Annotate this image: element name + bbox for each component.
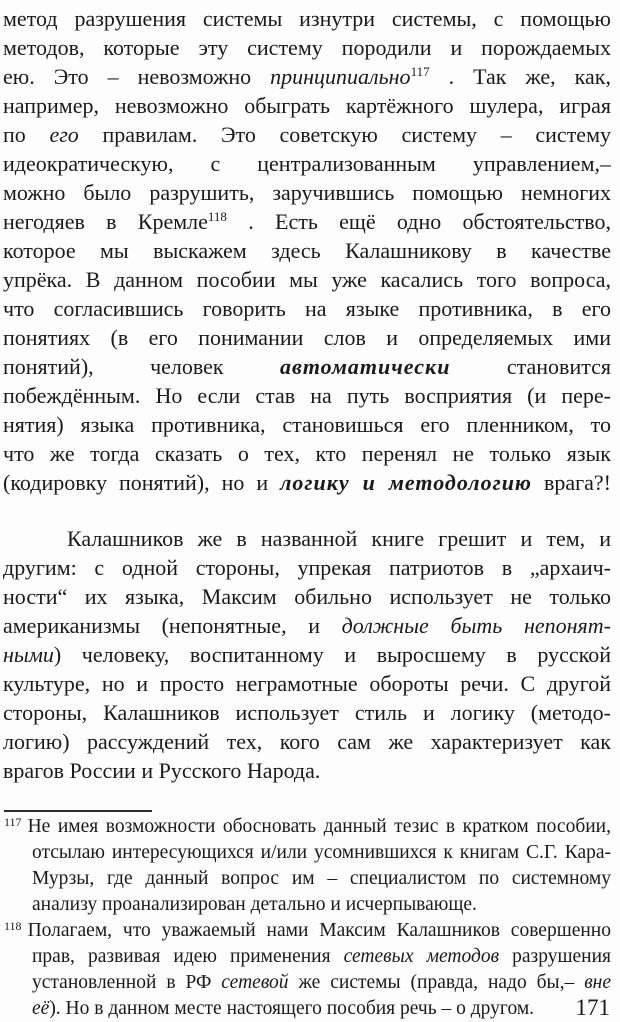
text-run: Полагаем, что уважаемый нами Максим Калашников совершенно [27, 920, 611, 941]
text-line [4, 892, 611, 918]
text-run: разрушения [499, 946, 611, 967]
text-run: . Есть ещё одно обстоятельство, [226, 209, 611, 234]
text-run: правилам. Это советскую систему – систему [78, 122, 611, 147]
text-line [3, 207, 611, 236]
text-run: Мурзы, где данный вопрос им – специалистом по системному [32, 868, 611, 889]
text-line [3, 381, 611, 410]
footnote-117 [4, 814, 611, 918]
text-run: что же тогда сказать о тех, кто перенял не только язык [3, 441, 611, 466]
text-line [3, 468, 611, 497]
text-run: его [49, 122, 79, 147]
footnote-118 [4, 918, 611, 1022]
page-body-text [3, 4, 611, 785]
text-run: вне [584, 972, 611, 993]
text-line [3, 582, 611, 611]
text-line [3, 4, 611, 33]
text-run: (кодировку понятий), но и [3, 470, 281, 495]
text-run: должные быть непонят- [341, 613, 611, 638]
text-line [3, 439, 611, 468]
text-line [3, 669, 611, 698]
text-line [3, 756, 611, 785]
text-line [3, 524, 611, 553]
text-run: сетевой [221, 972, 289, 993]
text-run: ею. Это – невозможно [3, 64, 271, 89]
text-line [4, 918, 611, 944]
text-run: ными [3, 642, 54, 667]
text-run: которое мы выскажем здесь Калашникову в качестве [3, 238, 611, 263]
text-run: культуре, но и просто неграмотные обороты речи. С другой [3, 671, 611, 696]
text-line [3, 120, 611, 149]
text-run: ности“ их языка, Максим обильно использует не только [3, 584, 611, 609]
text-run: логию) рассуждений тех, кого сам же характеризует как [3, 729, 611, 754]
text-line [3, 33, 611, 62]
text-line [3, 611, 611, 640]
text-run: по [3, 122, 50, 147]
text-line [4, 814, 611, 840]
text-line [3, 236, 611, 265]
text-run: прав, развивая идею применения [32, 946, 344, 967]
footnote-ref-marker: 117 [4, 815, 22, 829]
text-run: упрёка. В данном пособии мы уже касались того вопроса, [3, 267, 611, 292]
text-run: негодяев в Кремле [3, 209, 208, 234]
paragraph-kalashnikov [3, 524, 611, 785]
text-run: анализу проанализирован детально и исчерпывающе. [32, 894, 477, 915]
text-line [3, 91, 611, 120]
text-run: установленной в РФ [32, 972, 222, 993]
text-line [4, 866, 611, 892]
text-run: её [32, 998, 50, 1019]
text-line [4, 970, 611, 996]
text-line [4, 840, 611, 866]
text-run: Не имея возможности обосновать данный тезис в кратком пособии, [27, 816, 611, 837]
text-line [3, 727, 611, 756]
text-run: побеждённым. Но если став на путь восприятия (и пере- [3, 383, 611, 408]
text-line [3, 62, 611, 91]
text-run: идеократическую, с централизованным управлением,– [3, 151, 611, 176]
footnote-separator [4, 810, 152, 812]
footnote-ref-marker: 118 [207, 209, 227, 224]
text-line [4, 944, 611, 970]
text-line [3, 410, 611, 439]
text-run: понятиях (в его понимании слов и определяемых ими [3, 325, 611, 350]
paragraph-continuation [3, 4, 611, 497]
footnote-ref-marker: 118 [4, 919, 22, 933]
text-run: . Так же, как, [429, 64, 611, 89]
text-run: понятий), человек [3, 354, 281, 379]
text-run: другим: с одной стороны, упрекая патриотов в „архаич- [3, 555, 611, 580]
text-run: же системы (правда, надо бы,– [288, 972, 585, 993]
text-line [3, 149, 611, 178]
text-line [3, 640, 611, 669]
text-line [3, 698, 611, 727]
text-run: врага?! [532, 470, 611, 495]
text-run: ). Но в данном месте настоящего пособия речь – о другом. [49, 998, 535, 1019]
text-run: отсылаю интересующихся и/или усомнившихся к книгам С.Г. Кара- [32, 842, 611, 863]
text-run: становится [450, 354, 611, 379]
text-run: например, невозможно обыграть картёжного шулера, играя [3, 93, 611, 118]
text-line [3, 323, 611, 352]
footnote-ref-marker: 117 [410, 64, 430, 79]
text-run: методов, которые эту систему породили и порождаемых [3, 35, 611, 60]
text-run: сетевых методов [343, 946, 500, 967]
text-run: принципиально [270, 64, 411, 89]
text-run: американизмы (непонятные, и [3, 613, 342, 638]
text-run: нятия) языка противника, становишься его пленником, то [3, 412, 611, 437]
text-line [3, 553, 611, 582]
text-line [4, 996, 611, 1022]
text-run: метод разрушения системы изнутри системы, с помощью [3, 6, 611, 31]
text-line [3, 352, 611, 381]
text-run: логику и методологию [280, 470, 532, 495]
text-run: стороны, Калашников использует стиль и логику (методо- [3, 700, 611, 725]
page-number: 171 [575, 995, 610, 1020]
text-run: что согласившись говорить на языке противника, в его [3, 296, 611, 321]
text-line [3, 265, 611, 294]
text-run: автоматически [280, 354, 451, 379]
text-run: врагов России и Русского Народа. [3, 758, 321, 783]
footnotes-section [4, 810, 611, 1022]
text-line [3, 178, 611, 207]
text-run: можно было разрушить, заручившись помощью немногих [3, 180, 611, 205]
text-run: Калашников же в названной книге грешит и тем, и [67, 526, 611, 551]
text-run: ) человеку, воспитанному и выросшему в русской [53, 642, 611, 667]
text-line [3, 294, 611, 323]
